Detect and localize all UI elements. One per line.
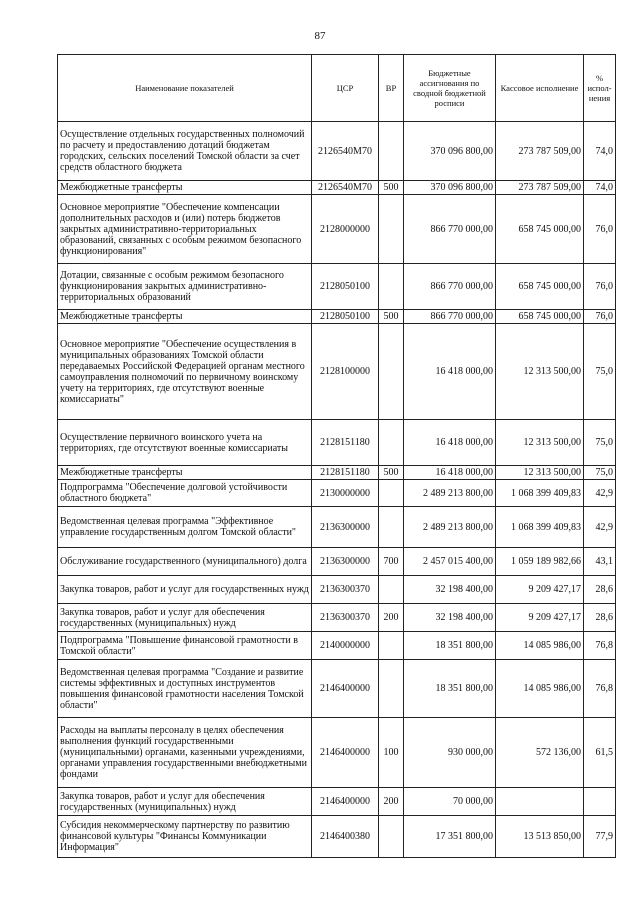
row-name: Закупка товаров, работ и услуг для государственных нужд <box>58 576 312 604</box>
row-cash: 14 085 986,00 <box>496 632 584 660</box>
table-row <box>58 264 616 310</box>
row-csr: 2136300000 <box>312 507 379 548</box>
row-budget: 16 418 000,00 <box>404 324 496 420</box>
row-csr: 2128100000 <box>312 324 379 420</box>
row-pct: 28,6 <box>584 576 616 604</box>
row-vr: 100 <box>379 718 404 788</box>
row-pct: 75,0 <box>584 324 616 420</box>
row-pct: 43,1 <box>584 548 616 576</box>
row-name: Ведомственная целевая программа "Создание и развитие системы эффективных и доступных инструментов повышения финансовой грамотности населения Томской области" <box>58 660 312 718</box>
row-pct: 76,0 <box>584 264 616 310</box>
row-pct: 74,0 <box>584 122 616 181</box>
row-pct: 74,0 <box>584 181 616 195</box>
row-cash: 12 313 500,00 <box>496 466 584 480</box>
row-csr: 2136300000 <box>312 548 379 576</box>
row-cash: 273 787 509,00 <box>496 122 584 181</box>
row-pct <box>584 788 616 816</box>
row-csr: 2126540M70 <box>312 181 379 195</box>
table-row <box>58 195 616 264</box>
row-budget: 70 000,00 <box>404 788 496 816</box>
row-budget: 16 418 000,00 <box>404 466 496 480</box>
budget-execution-table <box>57 54 616 858</box>
table-row <box>58 604 616 632</box>
row-name: Обслуживание государственного (муниципального) долга <box>58 548 312 576</box>
row-csr: 2136300370 <box>312 576 379 604</box>
row-budget: 32 198 400,00 <box>404 604 496 632</box>
row-pct: 76,0 <box>584 195 616 264</box>
row-vr: 500 <box>379 310 404 324</box>
table-row <box>58 718 616 788</box>
row-pct: 28,6 <box>584 604 616 632</box>
table-row <box>58 507 616 548</box>
row-vr: 500 <box>379 466 404 480</box>
row-csr: 2146400380 <box>312 816 379 858</box>
row-cash: 1 059 189 982,66 <box>496 548 584 576</box>
row-pct: 42,9 <box>584 507 616 548</box>
row-name: Закупка товаров, работ и услуг для обеспечения государственных (муниципальных) нужд <box>58 604 312 632</box>
table-row <box>58 466 616 480</box>
row-vr <box>379 480 404 507</box>
row-vr <box>379 324 404 420</box>
table-row <box>58 576 616 604</box>
row-budget: 2 457 015 400,00 <box>404 548 496 576</box>
row-budget: 866 770 000,00 <box>404 264 496 310</box>
table-row <box>58 632 616 660</box>
row-csr: 2126540M70 <box>312 122 379 181</box>
row-budget: 2 489 213 800,00 <box>404 507 496 548</box>
row-pct: 75,0 <box>584 466 616 480</box>
header-name: Наименование показателей <box>58 55 312 122</box>
row-name: Межбюджетные трансферты <box>58 181 312 195</box>
row-vr <box>379 195 404 264</box>
row-csr: 2140000000 <box>312 632 379 660</box>
row-cash <box>496 788 584 816</box>
page-number: 87 <box>314 30 326 42</box>
table-row <box>58 324 616 420</box>
table-row <box>58 420 616 466</box>
row-vr <box>379 122 404 181</box>
row-cash: 9 209 427,17 <box>496 576 584 604</box>
row-budget: 370 096 800,00 <box>404 181 496 195</box>
header-cash: Кассовое исполнение <box>496 55 584 122</box>
row-cash: 273 787 509,00 <box>496 181 584 195</box>
row-budget: 16 418 000,00 <box>404 420 496 466</box>
row-name: Межбюджетные трансферты <box>58 310 312 324</box>
row-budget: 370 096 800,00 <box>404 122 496 181</box>
table-row <box>58 480 616 507</box>
row-budget: 866 770 000,00 <box>404 310 496 324</box>
header-vr: ВР <box>379 55 404 122</box>
row-cash: 9 209 427,17 <box>496 604 584 632</box>
row-name: Основное мероприятие "Обеспечение компенсации дополнительных расходов и (или) потерь бюджетов закрытых административно-территориальных образований, связанных с особым режимом безопасного функционирования" <box>58 195 312 264</box>
row-csr: 2136300370 <box>312 604 379 632</box>
row-vr: 200 <box>379 788 404 816</box>
row-pct: 76,0 <box>584 310 616 324</box>
row-cash: 12 313 500,00 <box>496 420 584 466</box>
row-name: Подпрограмма "Повышение финансовой грамотности в Томской области" <box>58 632 312 660</box>
row-vr <box>379 507 404 548</box>
row-budget: 17 351 800,00 <box>404 816 496 858</box>
row-csr: 2128000000 <box>312 195 379 264</box>
row-csr: 2146400000 <box>312 660 379 718</box>
row-csr: 2128151180 <box>312 420 379 466</box>
row-name: Субсидия некоммерческому партнерству по развитию финансовой культуры "Финансы Коммуникации Информация" <box>58 816 312 858</box>
row-vr: 500 <box>379 181 404 195</box>
row-csr: 2128050100 <box>312 310 379 324</box>
row-pct: 42,9 <box>584 480 616 507</box>
row-csr: 2128151180 <box>312 466 379 480</box>
row-name: Расходы на выплаты персоналу в целях обеспечения выполнения функций государственными (муниципальными) органами, казенными учреждениями, органами управления государственными внебюджетными фондами <box>58 718 312 788</box>
row-vr <box>379 632 404 660</box>
row-csr: 2146400000 <box>312 718 379 788</box>
table-row <box>58 816 616 858</box>
table-row <box>58 310 616 324</box>
row-budget: 2 489 213 800,00 <box>404 480 496 507</box>
row-csr: 2130000000 <box>312 480 379 507</box>
header-csr: ЦСР <box>312 55 379 122</box>
row-budget: 18 351 800,00 <box>404 660 496 718</box>
row-cash: 13 513 850,00 <box>496 816 584 858</box>
row-cash: 12 313 500,00 <box>496 324 584 420</box>
table-row <box>58 660 616 718</box>
row-name: Дотации, связанные с особым режимом безопасного функционирования закрытых административно-территориальных образований <box>58 264 312 310</box>
header-pct: % испол-нения <box>584 55 616 122</box>
row-pct: 61,5 <box>584 718 616 788</box>
row-name: Межбюджетные трансферты <box>58 466 312 480</box>
row-cash: 1 068 399 409,83 <box>496 507 584 548</box>
table-header-row <box>58 55 616 122</box>
row-cash: 658 745 000,00 <box>496 195 584 264</box>
row-pct: 76,8 <box>584 632 616 660</box>
row-pct: 77,9 <box>584 816 616 858</box>
row-budget: 18 351 800,00 <box>404 632 496 660</box>
row-name: Осуществление первичного воинского учета на территориях, где отсутствуют военные комиссариаты <box>58 420 312 466</box>
row-pct: 76,8 <box>584 660 616 718</box>
row-budget: 930 000,00 <box>404 718 496 788</box>
table-row <box>58 548 616 576</box>
row-vr: 200 <box>379 604 404 632</box>
header-budget: Бюджетные ассигнования по сводной бюджетной росписи <box>404 55 496 122</box>
row-vr <box>379 420 404 466</box>
row-name: Основное мероприятие "Обеспечение осуществления в муниципальных образованиях Томской области передаваемых Российской Федерацией органам местного самоуправления полномочий по первичному воинскому учету на территориях, где отсутствуют военные комиссариаты" <box>58 324 312 420</box>
row-cash: 14 085 986,00 <box>496 660 584 718</box>
row-vr <box>379 264 404 310</box>
row-name: Подпрограмма "Обеспечение долговой устойчивости областного бюджета" <box>58 480 312 507</box>
row-vr <box>379 660 404 718</box>
row-vr <box>379 576 404 604</box>
row-cash: 658 745 000,00 <box>496 264 584 310</box>
row-vr: 700 <box>379 548 404 576</box>
table-row <box>58 122 616 181</box>
row-budget: 866 770 000,00 <box>404 195 496 264</box>
row-name: Осуществление отдельных государственных полномочий по расчету и предоставлению дотаций бюджетам городских, сельских поселений Томской области за счет средств областного бюджета <box>58 122 312 181</box>
row-name: Ведомственная целевая программа "Эффективное управление государственным долгом Томской области" <box>58 507 312 548</box>
row-csr: 2128050100 <box>312 264 379 310</box>
table-row <box>58 181 616 195</box>
row-vr <box>379 816 404 858</box>
row-pct: 75,0 <box>584 420 616 466</box>
row-cash: 1 068 399 409,83 <box>496 480 584 507</box>
table-row <box>58 788 616 816</box>
row-name: Закупка товаров, работ и услуг для обеспечения государственных (муниципальных) нужд <box>58 788 312 816</box>
row-csr: 2146400000 <box>312 788 379 816</box>
row-cash: 658 745 000,00 <box>496 310 584 324</box>
row-budget: 32 198 400,00 <box>404 576 496 604</box>
row-cash: 572 136,00 <box>496 718 584 788</box>
